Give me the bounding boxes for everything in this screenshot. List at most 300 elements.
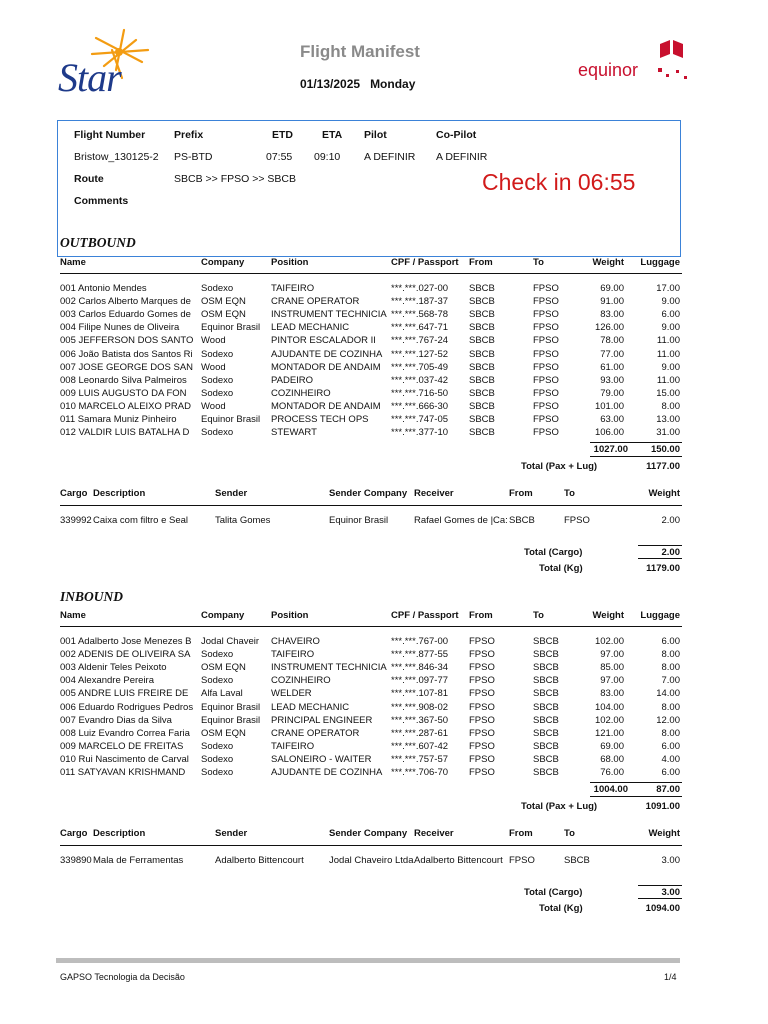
cell-weight: 63.00 <box>600 414 624 425</box>
inbound-cargo-col-from: From <box>509 828 533 839</box>
cell-from: SBCB <box>469 427 495 439</box>
cell-position: AJUDANTE DE COZINHA <box>271 348 383 360</box>
inbound-sum-luggage: 87.00 <box>656 784 680 796</box>
cell-weight: 79.00 <box>600 387 624 399</box>
cell-position: AJUDANTE DE COZINHA <box>271 767 383 778</box>
cell-company: Equinor Brasil <box>201 322 261 334</box>
cell-name: 007 Evandro Dias da Silva <box>60 714 172 726</box>
cell-luggage: 12.00 <box>656 714 680 726</box>
cell-from: FPSO <box>469 727 495 739</box>
cell-weight: 83.00 <box>600 309 624 321</box>
cell-from: FPSO <box>469 767 495 778</box>
cell-position: CHAVEIRO <box>271 636 320 647</box>
cargo-cell-receiver: Adalberto Bittencourt <box>414 855 503 866</box>
table-row <box>60 414 684 427</box>
outbound-total-kg-value: 1179.00 <box>646 563 680 574</box>
cargo-cell-sender: Talita Gomes <box>215 515 271 526</box>
cell-from: FPSO <box>469 740 495 752</box>
cell-position: MONTADOR DE ANDAIM <box>271 400 381 412</box>
cell-position: PADEIRO <box>271 374 314 386</box>
cell-to: SBCB <box>533 701 559 713</box>
etd-label: ETD <box>272 129 293 141</box>
inbound-cargo-col-cargo: Cargo <box>60 828 88 839</box>
cell-luggage: 4.00 <box>661 753 680 765</box>
flight-number-label: Flight Number <box>74 129 146 141</box>
cell-weight: 91.00 <box>600 296 624 308</box>
route-value: SBCB >> FPSO >> SBCB <box>174 173 296 185</box>
cell-to: FPSO <box>533 309 559 321</box>
table-row <box>60 662 684 675</box>
cargo-cell-cargo: 339890 <box>60 855 92 866</box>
outbound-col-position: Position <box>271 257 309 268</box>
outbound-cargo-col-description: Description <box>93 488 146 499</box>
cell-weight: 61.00 <box>600 361 624 373</box>
cargo-cell-to: FPSO <box>564 515 590 526</box>
cell-company: OSM EQN <box>201 662 246 674</box>
table-row <box>60 309 684 322</box>
cell-to: SBCB <box>533 740 559 752</box>
cell-position: MONTADOR DE ANDAIM <box>271 361 381 373</box>
cell-luggage: 6.00 <box>661 740 680 752</box>
cell-company: Sodexo <box>201 387 234 399</box>
cell-to: SBCB <box>533 688 559 700</box>
cell-position: PINTOR ESCALADOR II <box>271 335 376 347</box>
cell-position: INSTRUMENT TECHNICIA <box>271 309 387 321</box>
outbound-col-to: To <box>533 257 544 268</box>
cell-to: FPSO <box>533 283 559 294</box>
cell-luggage: 6.00 <box>661 636 680 647</box>
cell-company: OSM EQN <box>201 727 246 739</box>
cell-company: Equinor Brasil <box>201 701 261 713</box>
cell-weight: 69.00 <box>600 283 624 294</box>
cell-luggage: 8.00 <box>661 701 680 713</box>
cell-cpf: ***.***.705-49 <box>391 361 449 373</box>
cell-name: 002 ADENIS DE OLIVEIRA SA <box>60 649 191 661</box>
cell-name: 008 Luiz Evandro Correa Faria <box>60 727 190 739</box>
cell-company: Sodexo <box>201 374 234 386</box>
inbound-cargo-col-receiver: Receiver <box>414 828 454 839</box>
outbound-title: OUTBOUND <box>60 235 136 250</box>
cell-name: 001 Adalberto Jose Menezes B <box>60 636 192 647</box>
manifest-date <box>300 77 415 91</box>
inbound-col-company: Company <box>201 610 245 621</box>
cell-cpf: ***.***.367-50 <box>391 714 449 726</box>
inbound-total-cargo-rule-bottom <box>638 898 682 899</box>
flight-info-box <box>57 120 681 257</box>
outbound-sum-rule <box>590 442 682 443</box>
cargo-cell-weight: 3.00 <box>661 855 680 866</box>
inbound-cargo-rule <box>60 845 682 846</box>
cell-company: Sodexo <box>201 740 234 752</box>
cell-name: 009 LUIS AUGUSTO DA FON <box>60 387 187 399</box>
cell-cpf: ***.***.666-30 <box>391 400 449 412</box>
cell-position: CRANE OPERATOR <box>271 727 360 739</box>
outbound-total-pax-value: 1177.00 <box>646 461 680 473</box>
cell-position: TAIFEIRO <box>271 283 315 294</box>
cell-from: FPSO <box>469 675 495 687</box>
cell-weight: 69.00 <box>600 740 624 752</box>
cell-cpf: ***.***.187-37 <box>391 296 449 308</box>
cell-cpf: ***.***.716-50 <box>391 387 449 399</box>
inbound-total-kg-value: 1094.00 <box>645 903 680 914</box>
cell-from: SBCB <box>469 296 495 308</box>
table-row <box>60 675 684 688</box>
cell-position: PROCESS TECH OPS <box>271 414 369 425</box>
outbound-total-kg-label: Total (Kg) <box>539 563 583 574</box>
cell-company: Sodexo <box>201 649 234 661</box>
cell-from: SBCB <box>469 374 495 386</box>
inbound-total-pax-label: Total (Pax + Lug) <box>521 801 598 813</box>
table-row <box>60 688 684 701</box>
equinor-logo <box>574 38 694 88</box>
cell-position: TAIFEIRO <box>271 649 315 661</box>
table-row <box>60 388 684 401</box>
inbound-total-cargo-label: Total (Cargo) <box>524 887 583 898</box>
cell-weight: 102.00 <box>594 636 624 647</box>
cell-company: Equinor Brasil <box>201 414 261 425</box>
cargo-cell-sender_company: Equinor Brasil <box>329 515 389 526</box>
cargo-cell-from: FPSO <box>509 855 535 866</box>
outbound-sum-luggage: 150.00 <box>650 444 680 456</box>
cell-weight: 78.00 <box>600 335 624 347</box>
cell-luggage: 13.00 <box>656 414 680 425</box>
outbound-cargo-col-receiver: Receiver <box>414 488 454 499</box>
cargo-row <box>60 855 684 868</box>
table-row <box>60 427 684 440</box>
pilot-value: A DEFINIR <box>364 151 416 163</box>
cell-cpf: ***.***.287-61 <box>391 727 449 739</box>
cell-company: Jodal Chaveir <box>201 636 260 647</box>
cell-company: Equinor Brasil <box>201 714 261 726</box>
cargo-cell-receiver: Rafael Gomes de |Ca: <box>414 515 508 526</box>
cell-from: SBCB <box>469 309 495 321</box>
inbound-col-position: Position <box>271 610 309 621</box>
etd-value: 07:55 <box>266 151 293 163</box>
inbound-sum-weight: 1004.00 <box>593 784 628 796</box>
cargo-cell-to: SBCB <box>564 855 590 866</box>
cell-weight: 76.00 <box>600 767 624 778</box>
cell-company: Alfa Laval <box>201 688 243 700</box>
cell-to: SBCB <box>533 714 559 726</box>
cell-weight: 104.00 <box>594 701 624 713</box>
route-label: Route <box>74 173 104 185</box>
cell-company: Sodexo <box>201 348 234 360</box>
cell-to: SBCB <box>533 649 559 661</box>
cell-cpf: ***.***.127-52 <box>391 348 449 360</box>
cell-company: Sodexo <box>201 427 234 439</box>
cell-name: 011 Samara Muniz Pinheiro <box>60 414 177 425</box>
cell-weight: 101.00 <box>594 400 624 412</box>
cell-name: 003 Carlos Eduardo Gomes de <box>60 309 191 321</box>
cell-to: SBCB <box>533 662 559 674</box>
star-logo <box>52 28 152 100</box>
outbound-sum-weight: 1027.00 <box>593 444 628 456</box>
cargo-cell-cargo: 339992 <box>60 515 92 526</box>
table-row <box>60 349 684 362</box>
cell-from: SBCB <box>469 348 495 360</box>
cell-from: SBCB <box>469 283 495 294</box>
copilot-label: Co-Pilot <box>436 129 477 141</box>
cell-name: 010 MARCELO ALEIXO PRAD <box>60 400 191 412</box>
table-row <box>60 375 684 388</box>
inbound-col-luggage: Luggage <box>640 610 680 621</box>
outbound-total-pax-label: Total (Pax + Lug) <box>521 461 598 473</box>
cell-position: WELDER <box>271 688 312 700</box>
cargo-cell-from: SBCB <box>509 515 535 526</box>
cell-from: SBCB <box>469 322 495 334</box>
outbound-column-headers <box>60 257 684 270</box>
inbound-header-rule <box>60 626 682 627</box>
outbound-total-cargo-value: 2.00 <box>661 547 680 558</box>
outbound-cargo-col-sender_company: Sender Company <box>329 488 408 499</box>
inbound-title: INBOUND <box>60 589 124 604</box>
inbound-col-weight: Weight <box>592 610 624 621</box>
inbound-total-kg-label: Total (Kg) <box>539 903 583 914</box>
cell-position: PRINCIPAL ENGINEER <box>271 714 373 726</box>
outbound-total-cargo-rule-bottom <box>638 558 682 559</box>
inbound-cargo-col-description: Description <box>93 828 146 839</box>
footer-divider <box>56 958 680 963</box>
table-row <box>60 283 684 296</box>
cell-weight: 102.00 <box>594 714 624 726</box>
cell-to: FPSO <box>533 322 559 334</box>
cell-from: FPSO <box>469 688 495 700</box>
table-row <box>60 322 684 335</box>
table-row <box>60 362 684 375</box>
cell-to: FPSO <box>533 374 559 386</box>
cell-position: INSTRUMENT TECHNICIA <box>271 662 387 674</box>
cell-luggage: 11.00 <box>656 335 680 347</box>
cell-name: 011 SATYAVAN KRISHMAND <box>60 767 186 778</box>
inbound-cargo-col-sender: Sender <box>215 828 248 839</box>
cell-cpf: ***.***.908-02 <box>391 701 449 713</box>
cell-luggage: 11.00 <box>656 374 680 386</box>
page-title: Flight Manifest <box>300 42 420 61</box>
cell-weight: 121.00 <box>594 727 624 739</box>
inbound-col-from: From <box>469 610 493 621</box>
cell-weight: 126.00 <box>594 322 624 334</box>
cell-company: Sodexo <box>201 753 234 765</box>
cell-cpf: ***.***.037-42 <box>391 374 449 386</box>
cell-to: SBCB <box>533 636 559 647</box>
cell-luggage: 14.00 <box>656 688 680 700</box>
cell-cpf: ***.***.846-34 <box>391 662 449 674</box>
outbound-col-cpf: CPF / Passport <box>391 257 459 268</box>
weekday-value: Monday <box>370 77 416 91</box>
equinor-star-icon <box>656 38 690 82</box>
inbound-col-to: To <box>533 610 544 621</box>
cell-cpf: ***.***.706-70 <box>391 767 449 778</box>
cell-name: 010 Rui Nascimento de Carval <box>60 753 189 765</box>
checkin-time: Check in 06:55 <box>482 169 636 195</box>
outbound-cargo-rule <box>60 505 682 506</box>
cell-cpf: ***.***.097-77 <box>391 675 449 687</box>
table-row <box>60 335 684 348</box>
cell-name: 004 Filipe Nunes de Oliveira <box>60 322 180 334</box>
cell-weight: 93.00 <box>600 374 624 386</box>
cell-from: FPSO <box>469 649 495 661</box>
cell-from: SBCB <box>469 400 495 412</box>
cell-name: 007 JOSE GEORGE DOS SAN <box>60 361 194 373</box>
inbound-cargo-col-sender_company: Sender Company <box>329 828 408 839</box>
cell-weight: 106.00 <box>594 427 624 439</box>
cell-position: SALONEIRO - WAITER <box>271 753 372 765</box>
cell-from: FPSO <box>469 701 495 713</box>
cell-luggage: 8.00 <box>661 727 680 739</box>
cargo-cell-description: Caixa com filtro e Seal <box>93 515 189 526</box>
cell-position: COZINHEIRO <box>271 387 331 399</box>
prefix-value: PS-BTD <box>174 151 213 163</box>
cell-name: 009 MARCELO DE FREITAS <box>60 740 184 752</box>
table-row <box>60 715 684 728</box>
cell-luggage: 15.00 <box>656 387 680 399</box>
comments-label: Comments <box>74 195 129 207</box>
table-row <box>60 649 684 662</box>
cell-from: SBCB <box>469 335 495 347</box>
cell-name: 005 ANDRE LUIS FREIRE DE <box>60 688 189 700</box>
cell-cpf: ***.***.767-00 <box>391 636 449 647</box>
cell-name: 002 Carlos Alberto Marques de <box>60 296 191 308</box>
outbound-cargo-col-to: To <box>564 488 575 499</box>
cell-cpf: ***.***.757-57 <box>391 753 449 765</box>
table-row <box>60 702 684 715</box>
outbound-header-rule <box>60 273 682 274</box>
eta-label: ETA <box>322 129 343 141</box>
outbound-col-from: From <box>469 257 493 268</box>
cell-weight: 68.00 <box>600 753 624 765</box>
table-row <box>60 741 684 754</box>
table-row <box>60 754 684 767</box>
outbound-cargo-headers <box>60 488 684 501</box>
cell-luggage: 8.00 <box>661 662 680 674</box>
cell-to: FPSO <box>533 335 559 347</box>
cell-company: OSM EQN <box>201 309 246 321</box>
outbound-col-weight: Weight <box>592 257 624 268</box>
cell-name: 005 JEFFERSON DOS SANTO <box>60 335 194 347</box>
footer-company: GAPSO Tecnologia da Decisão <box>60 972 185 982</box>
cell-luggage: 6.00 <box>661 309 680 321</box>
cell-to: FPSO <box>533 296 559 308</box>
outbound-col-company: Company <box>201 257 245 268</box>
table-row <box>60 401 684 414</box>
cell-from: SBCB <box>469 361 495 373</box>
cell-luggage: 7.00 <box>661 675 680 687</box>
cell-position: CRANE OPERATOR <box>271 296 360 308</box>
inbound-column-headers <box>60 610 684 623</box>
outbound-col-luggage: Luggage <box>640 257 680 268</box>
cell-weight: 77.00 <box>600 348 624 360</box>
cell-luggage: 31.00 <box>656 427 680 439</box>
star-logo-text: Star <box>58 55 121 100</box>
cell-weight: 97.00 <box>600 675 624 687</box>
table-row <box>60 636 684 649</box>
outbound-sum-rule-bottom <box>590 456 682 457</box>
cell-position: TAIFEIRO <box>271 740 315 752</box>
inbound-col-cpf: CPF / Passport <box>391 610 459 621</box>
cell-to: SBCB <box>533 767 559 778</box>
date-value: 01/13/2025 <box>300 77 361 91</box>
cell-company: OSM EQN <box>201 296 246 308</box>
cargo-cell-sender: Adalberto Bittencourt <box>215 855 304 866</box>
table-row <box>60 296 684 309</box>
pilot-label: Pilot <box>364 129 387 141</box>
cell-cpf: ***.***.107-81 <box>391 688 449 700</box>
cargo-cell-weight: 2.00 <box>661 515 680 526</box>
inbound-cargo-headers <box>60 828 684 841</box>
inbound-total-pax-value: 1091.00 <box>645 801 680 813</box>
cell-company: Wood <box>201 361 226 373</box>
cell-cpf: ***.***.027-00 <box>391 283 449 294</box>
outbound-cargo-col-cargo: Cargo <box>60 488 88 499</box>
cell-to: FPSO <box>533 427 559 439</box>
cell-to: SBCB <box>533 675 559 687</box>
cell-company: Wood <box>201 335 226 347</box>
cell-to: SBCB <box>533 727 559 739</box>
cell-luggage: 8.00 <box>661 400 680 412</box>
cell-cpf: ***.***.568-78 <box>391 309 449 321</box>
cell-cpf: ***.***.767-24 <box>391 335 449 347</box>
inbound-cargo-col-weight: Weight <box>648 828 680 839</box>
outbound-cargo-col-weight: Weight <box>648 488 680 499</box>
cell-from: FPSO <box>469 662 495 674</box>
outbound-cargo-col-sender: Sender <box>215 488 248 499</box>
cell-name: 004 Alexandre Pereira <box>60 675 155 687</box>
cargo-row <box>60 515 684 528</box>
cargo-cell-description: Mala de Ferramentas <box>93 855 184 866</box>
cell-luggage: 9.00 <box>661 361 680 373</box>
outbound-col-name: Name <box>60 257 86 268</box>
outbound-total-cargo-rule <box>638 545 682 546</box>
cell-cpf: ***.***.877-55 <box>391 649 449 661</box>
cell-luggage: 11.00 <box>656 348 680 360</box>
cell-weight: 85.00 <box>600 662 624 674</box>
cell-name: 006 João Batista dos Santos Ri <box>60 348 193 360</box>
prefix-label: Prefix <box>174 129 204 141</box>
cell-to: FPSO <box>533 348 559 360</box>
cell-luggage: 8.00 <box>661 649 680 661</box>
cell-name: 008 Leonardo Silva Palmeiros <box>60 374 187 386</box>
inbound-sum-rule <box>590 782 682 783</box>
inbound-cargo-col-to: To <box>564 828 575 839</box>
table-row <box>60 728 684 741</box>
cell-cpf: ***.***.377-10 <box>391 427 449 439</box>
cell-cpf: ***.***.607-42 <box>391 740 449 752</box>
copilot-value: A DEFINIR <box>436 151 488 163</box>
cell-position: LEAD MECHANIC <box>271 701 350 713</box>
table-row <box>60 767 684 780</box>
outbound-total-cargo-label: Total (Cargo) <box>524 547 583 558</box>
cell-to: FPSO <box>533 361 559 373</box>
cell-name: 012 VALDIR LUIS BATALHA D <box>60 427 190 439</box>
cell-position: STEWART <box>271 427 317 439</box>
cell-company: Sodexo <box>201 767 234 778</box>
equinor-logo-text: equinor <box>578 60 639 80</box>
cell-name: 003 Aldenir Teles Peixoto <box>60 662 167 674</box>
cell-cpf: ***.***.747-05 <box>391 414 449 425</box>
cell-name: 001 Antonio Mendes <box>60 283 147 294</box>
cell-to: FPSO <box>533 387 559 399</box>
inbound-total-cargo-rule <box>638 885 682 886</box>
cell-to: FPSO <box>533 414 559 425</box>
cell-to: FPSO <box>533 400 559 412</box>
cell-position: COZINHEIRO <box>271 675 331 687</box>
cell-from: FPSO <box>469 753 495 765</box>
cell-company: Wood <box>201 400 226 412</box>
cell-weight: 83.00 <box>600 688 624 700</box>
inbound-sum-rule-bottom <box>590 796 682 797</box>
cell-to: SBCB <box>533 753 559 765</box>
cell-luggage: 9.00 <box>661 322 680 334</box>
